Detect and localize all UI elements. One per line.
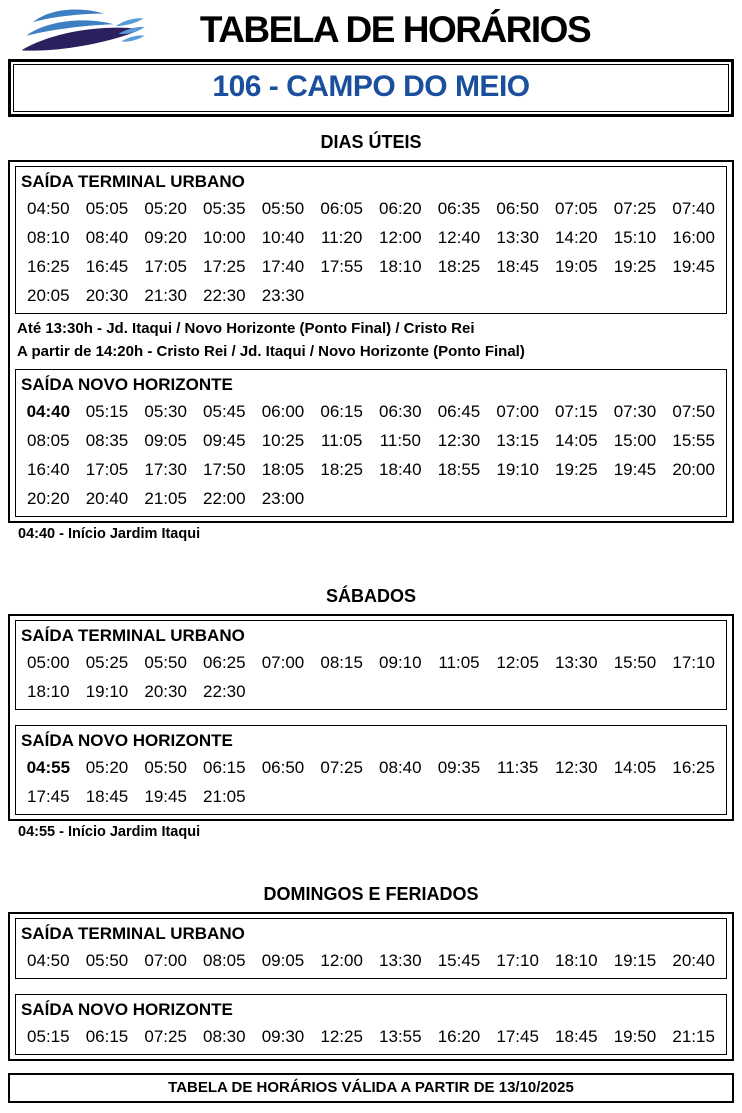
time-cell: 07:40 [672,199,715,218]
departure-label: SAÍDA TERMINAL URBANO [21,626,245,645]
time-cell: 06:30 [379,402,422,421]
time-cell: 06:00 [261,402,305,421]
time-cell: 17:50 [203,460,246,479]
time-cell: 06:50 [496,199,539,218]
validity-footer: TABELA DE HORÁRIOS VÁLIDA A PARTIR DE 13/10/2025 [8,1073,734,1103]
time-cell: 06:45 [437,402,481,421]
time-cell: 11:05 [321,431,363,450]
time-cell: 11:50 [379,431,421,450]
time-cell: 19:25 [555,460,598,479]
time-cell: 05:25 [85,653,129,672]
time-cell: 22:00 [203,489,246,508]
time-cell: 12:30 [437,431,481,450]
time-cell: 05:35 [203,199,246,218]
time-cell: 07:50 [672,402,715,421]
time-cell: 05:50 [261,199,305,218]
time-cell: 20:05 [27,286,70,305]
time-cell: 12:40 [437,228,481,247]
time-cell: 09:35 [437,758,481,777]
time-cell: 15:00 [613,431,657,450]
time-cell: 14:05 [613,758,657,777]
time-cell: 15:50 [613,653,657,672]
time-cell: 20:40 [85,489,129,508]
time-cell: 17:05 [85,460,129,479]
time-cell: 15:10 [613,228,657,247]
timetable-box-domingos-feriados [8,912,734,1061]
departure-block [15,918,727,979]
time-cell: 19:10 [85,682,129,701]
time-cell: 05:50 [85,951,129,970]
time-cell: 08:30 [203,1027,246,1046]
time-cell: 07:30 [613,402,657,421]
time-cell: 07:25 [613,199,657,218]
time-cell: 05:05 [85,199,129,218]
sections [8,132,734,1061]
time-cell: 06:50 [261,758,305,777]
time-cell: 18:45 [496,257,539,276]
time-cell: 13:30 [496,228,539,247]
time-cell: 04:50 [27,951,70,970]
time-cell: 07:15 [555,402,598,421]
time-cell: 13:55 [379,1027,422,1046]
departure-block [15,620,727,710]
time-cell: 10:40 [261,228,305,247]
time-cell: 16:00 [672,228,715,247]
time-cell: 06:15 [320,402,363,421]
time-cell: 18:10 [555,951,598,970]
time-cell: 22:30 [203,682,246,701]
time-cell: 08:40 [379,758,422,777]
departure-block [15,725,727,815]
time-row [19,194,723,223]
time-cell: 07:05 [555,199,598,218]
time-cell: 05:30 [144,402,187,421]
time-cell: 16:40 [27,460,70,479]
time-cell: 07:25 [144,1027,187,1046]
time-cell: 16:25 [27,257,70,276]
time-cell: 08:05 [203,951,246,970]
time-cell: 09:30 [261,1027,305,1046]
page-header [8,4,734,56]
time-cell: 06:20 [379,199,422,218]
departure-label: SAÍDA TERMINAL URBANO [21,172,245,191]
time-cell: 18:25 [437,257,481,276]
route-title: 106 - CAMPO DO MEIO [212,70,530,103]
time-cell: 07:25 [320,758,363,777]
time-cell: 09:20 [144,228,187,247]
time-cell: 18:55 [437,460,481,479]
time-cell: 18:10 [27,682,70,701]
time-cell: 12:30 [555,758,598,777]
first-departure-note: 04:55 - Início Jardim Itaqui [18,824,201,840]
time-cell: 07:00 [144,951,187,970]
section-domingos-feriados [8,884,734,1061]
time-cell: 06:05 [320,199,363,218]
logo-swoosh-top [33,9,104,22]
time-cell: 21:05 [144,489,187,508]
time-row [19,484,723,513]
route-notes [15,314,727,369]
time-row [19,426,723,455]
time-cell: 12:05 [496,653,539,672]
logo-swoosh-right-3 [121,35,144,41]
route-box [8,59,734,117]
time-cell: 08:10 [27,228,70,247]
time-cell: 17:45 [496,1027,539,1046]
time-row [19,455,723,484]
time-cell: 05:15 [27,1027,70,1046]
time-cell: 04:40 [26,402,71,421]
timetable-box-sabados [8,614,734,821]
time-row [19,281,723,310]
section-dias-uteis [8,132,734,542]
time-cell: 19:45 [613,460,657,479]
time-cell: 13:15 [496,431,539,450]
time-cell: 06:15 [203,758,246,777]
time-cell: 19:45 [672,257,715,276]
time-cell: 17:10 [496,951,539,970]
time-cell: 05:20 [144,199,187,218]
departure-label: SAÍDA TERMINAL URBANO [21,924,245,943]
time-cell: 07:00 [261,653,305,672]
time-cell: 18:45 [555,1027,598,1046]
section-sabados [8,586,734,840]
time-row [19,677,723,706]
block-spacer [15,979,727,994]
time-cell: 08:05 [27,431,70,450]
time-cell: 05:50 [144,758,187,777]
time-cell: 23:30 [261,286,305,305]
departure-block [15,369,727,517]
time-cell: 18:40 [379,460,422,479]
time-cell: 18:25 [320,460,363,479]
departure-block [15,166,727,314]
time-cell: 10:00 [203,228,246,247]
time-row [19,753,723,782]
time-cell: 09:10 [379,653,422,672]
time-cell: 18:10 [379,257,422,276]
time-cell: 10:25 [261,431,305,450]
time-row [19,1022,723,1051]
time-cell: 15:45 [437,951,481,970]
time-cell: 17:30 [144,460,187,479]
time-cell: 17:05 [144,257,187,276]
time-cell: 17:45 [27,787,70,806]
time-cell: 06:15 [85,1027,129,1046]
time-cell: 05:15 [85,402,129,421]
time-cell: 19:25 [613,257,657,276]
time-cell: 20:30 [144,682,187,701]
time-cell: 17:55 [320,257,363,276]
time-cell: 08:15 [320,653,363,672]
time-cell: 17:25 [203,257,246,276]
time-cell: 21:05 [203,787,246,806]
time-cell: 12:00 [320,951,363,970]
time-cell: 12:00 [379,228,422,247]
departure-label: SAÍDA NOVO HORIZONTE [21,1000,233,1019]
time-cell: 17:40 [261,257,305,276]
time-cell: 09:05 [261,951,305,970]
time-cell: 04:50 [27,199,70,218]
section-heading-dias-uteis: DIAS ÚTEIS [320,132,422,152]
time-cell: 21:30 [144,286,187,305]
time-cell: 06:25 [203,653,246,672]
time-cell: 18:05 [261,460,305,479]
time-cell: 20:40 [672,951,715,970]
time-cell: 23:00 [261,489,305,508]
time-cell: 17:10 [672,653,715,672]
time-cell: 20:00 [672,460,715,479]
time-cell: 12:25 [320,1027,363,1046]
time-cell: 08:35 [85,431,129,450]
time-cell: 16:20 [437,1027,481,1046]
time-cell: 05:50 [144,653,187,672]
time-cell: 11:20 [321,228,363,247]
time-cell: 09:45 [203,431,246,450]
time-cell: 04:55 [26,758,71,777]
departure-block [15,994,727,1055]
time-cell: 21:15 [672,1027,715,1046]
time-cell: 19:15 [613,951,657,970]
section-heading-sabados: SÁBADOS [325,586,416,606]
time-cell: 07:00 [496,402,539,421]
time-row [19,223,723,252]
departure-label: SAÍDA NOVO HORIZONTE [21,375,233,394]
time-row [19,397,723,426]
time-cell: 14:20 [555,228,598,247]
time-row [19,648,723,677]
departure-label: SAÍDA NOVO HORIZONTE [21,731,233,750]
time-cell: 13:30 [555,653,598,672]
first-departure-note: 04:40 - Início Jardim Itaqui [18,526,201,542]
page-title: TABELA DE HORÁRIOS [199,9,591,50]
time-cell: 13:30 [379,951,422,970]
time-row [19,946,723,975]
time-cell: 15:55 [672,431,715,450]
time-row [19,782,723,811]
time-cell: 19:50 [613,1027,657,1046]
time-cell: 09:05 [144,431,187,450]
time-cell: 11:05 [438,653,480,672]
time-cell: 16:45 [85,257,129,276]
time-cell: 11:35 [497,758,539,777]
logo-swoosh-right-1 [116,18,144,26]
time-cell: 05:00 [27,653,70,672]
time-cell: 16:25 [672,758,715,777]
time-cell: 05:20 [85,758,129,777]
time-cell: 08:40 [85,228,129,247]
route-note: Até 13:30h - Jd. Itaqui / Novo Horizonte (Ponto Final) / Cristo Rei [17,320,475,337]
route-note: A partir de 14:20h - Cristo Rei / Jd. Itaqui / Novo Horizonte (Ponto Final) [17,343,525,360]
section-heading-domingos-feriados: DOMINGOS E FERIADOS [263,884,479,904]
block-spacer [15,710,727,725]
time-cell: 05:45 [203,402,246,421]
time-cell: 20:30 [85,286,129,305]
timetable-box-dias-uteis [8,160,734,523]
time-cell: 19:10 [496,460,539,479]
time-cell: 20:20 [27,489,70,508]
time-cell: 22:30 [203,286,246,305]
time-cell: 06:35 [437,199,481,218]
time-cell: 14:05 [555,431,598,450]
company-logo-icon [18,5,146,55]
time-row [19,252,723,281]
time-cell: 19:05 [555,257,598,276]
time-cell: 18:45 [85,787,129,806]
time-cell: 19:45 [144,787,187,806]
